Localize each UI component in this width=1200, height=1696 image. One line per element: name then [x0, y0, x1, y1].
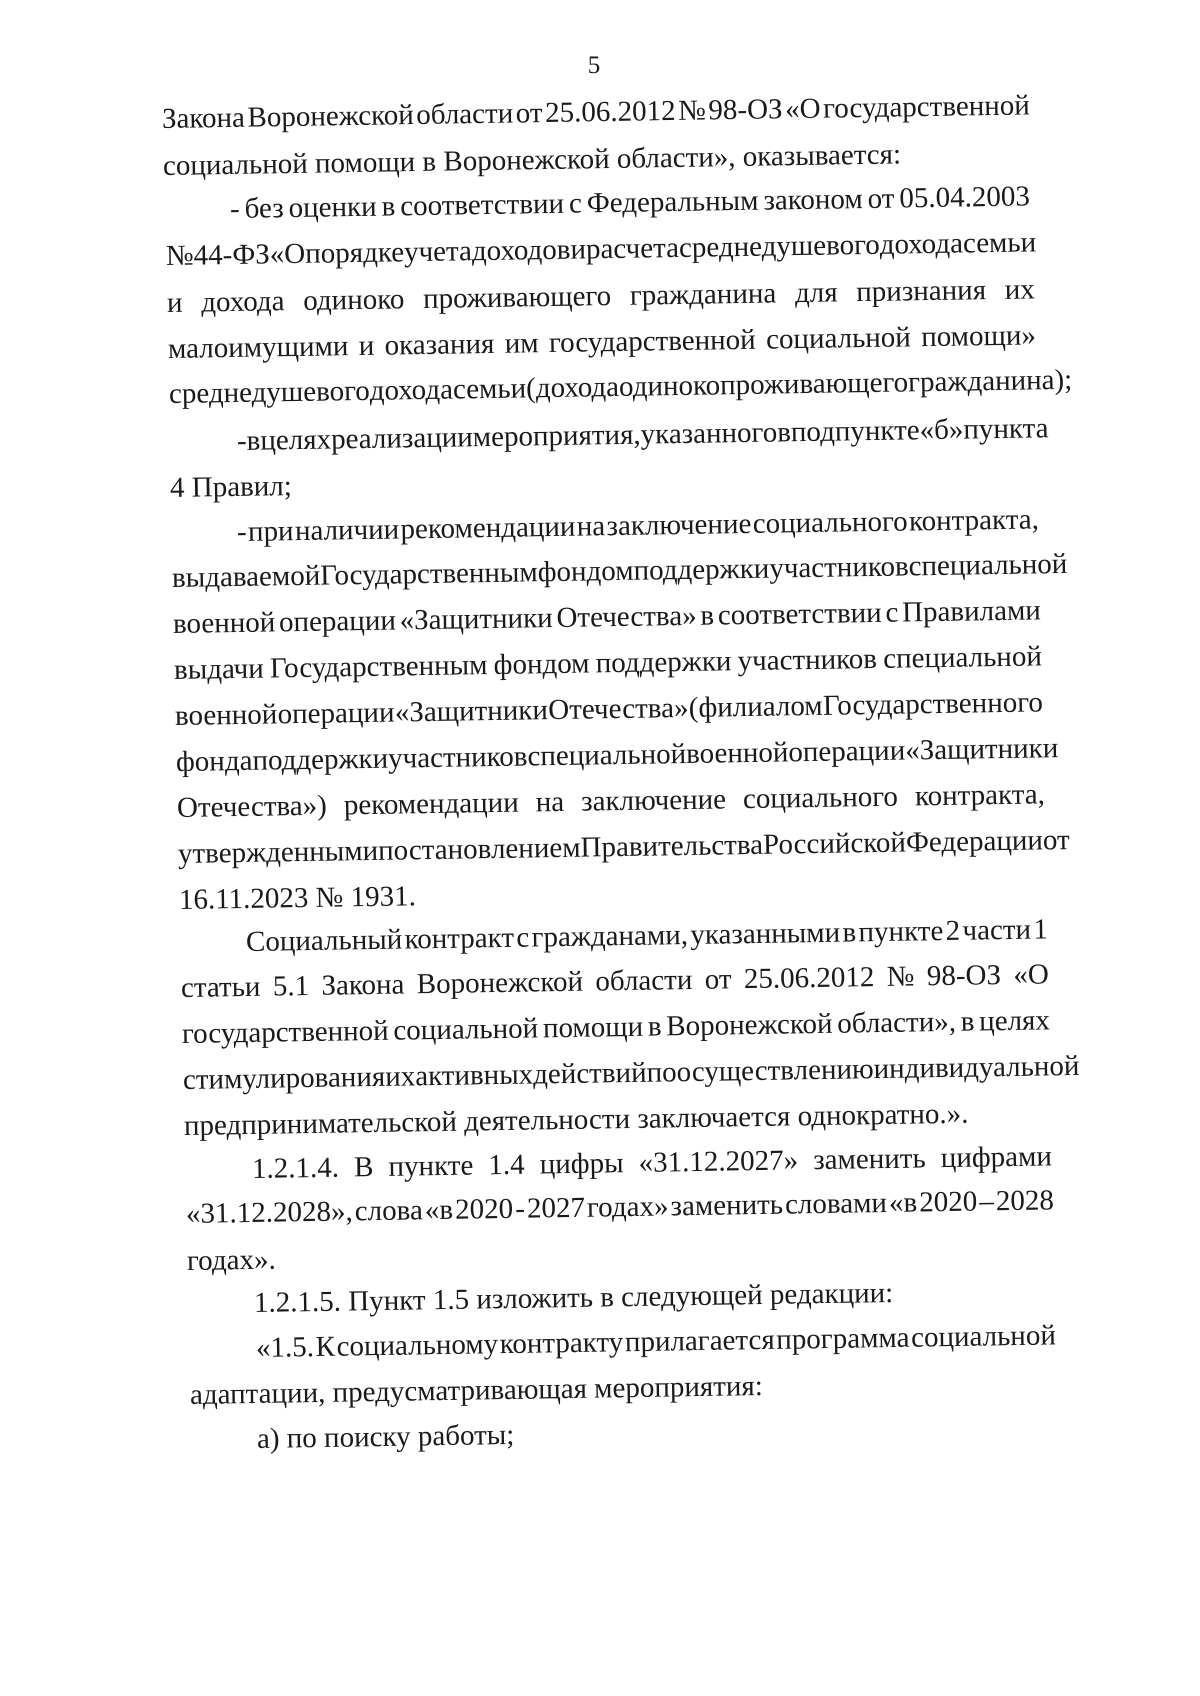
word: цифрами [940, 1140, 1053, 1175]
word: 98-ОЗ [926, 959, 1002, 993]
word: области [595, 963, 693, 998]
word: 5.1 [272, 969, 310, 1003]
word: одиноко [302, 283, 405, 317]
word: 2028 [995, 1184, 1055, 1218]
word: при [247, 515, 294, 548]
word: Воронежской [666, 1007, 833, 1043]
word: Федерации [905, 824, 1044, 859]
word: среднедушевого [678, 228, 880, 264]
word: Государственным [319, 556, 538, 592]
word: пункта [963, 412, 1049, 446]
word: расчета [585, 231, 680, 266]
word: 98-ОЗ [708, 93, 783, 127]
word: Правительства [580, 828, 764, 864]
word: области», [837, 1005, 957, 1040]
word: социальной [910, 1319, 1057, 1354]
word: 2020 [454, 1192, 514, 1226]
word: законом [763, 183, 863, 217]
word: Правилами [901, 594, 1042, 629]
word: соответствии [399, 187, 565, 223]
word: № [165, 239, 194, 272]
word: активных [414, 1058, 534, 1093]
word: в [700, 599, 715, 632]
word: социальной [765, 321, 912, 356]
word: области [416, 97, 514, 132]
word: семьи [962, 226, 1037, 260]
text-line [177, 822, 1070, 872]
word: помощи [542, 1010, 644, 1045]
word: – [979, 1185, 995, 1218]
word: в [381, 190, 396, 223]
word: социальному [336, 1328, 499, 1363]
word: (филиалом [688, 689, 823, 724]
word: целях [978, 1004, 1051, 1038]
word: государственной [181, 1014, 389, 1050]
word: с [568, 187, 583, 220]
text-line [186, 1182, 1054, 1232]
text-line [167, 271, 1035, 321]
word: оценки [288, 190, 377, 225]
word: доходов [471, 233, 571, 268]
word: рекомендации [343, 786, 519, 822]
word: стимулирования [182, 1060, 386, 1096]
word: малоимущими [167, 330, 349, 365]
word: на [576, 510, 606, 543]
word: Российской [762, 826, 907, 861]
word: операции [278, 604, 397, 639]
word: «в [424, 1193, 454, 1227]
word: контракт [404, 921, 515, 956]
word: Федеральным [586, 184, 759, 220]
text-line: 4 Правил; [169, 470, 293, 504]
word: заменить [812, 1142, 926, 1177]
word: «в [888, 1186, 918, 1219]
text-line [256, 1317, 1056, 1366]
text-line [173, 592, 1041, 642]
word: в [647, 1010, 662, 1043]
word: Государственного [822, 686, 1044, 722]
word: и [570, 233, 587, 266]
word: словами [784, 1186, 888, 1221]
text-line: адаптации, предусматривающая мероприятия: [189, 1370, 764, 1411]
text-line [230, 178, 1030, 227]
word: с [516, 921, 530, 954]
word: поддержки [595, 645, 732, 680]
word: операции [788, 734, 906, 769]
text-line [236, 410, 1049, 459]
word: оказания [384, 327, 495, 362]
word: «Защитники [394, 694, 549, 729]
word: социального [742, 780, 899, 816]
word: В [353, 1151, 374, 1184]
text-line [175, 684, 1043, 734]
word: Отечества» [556, 599, 697, 634]
word: заменить [670, 1188, 784, 1223]
word: выдаваемой [171, 559, 321, 594]
word: их [384, 1060, 416, 1093]
word: государственной [822, 89, 1031, 125]
word: учета [403, 235, 473, 269]
word: статьи [180, 970, 261, 1004]
word: заключение [580, 783, 727, 818]
text-line [252, 1138, 1052, 1187]
word: от [1042, 823, 1070, 857]
word: - [236, 424, 247, 457]
text-line: 16.11.2023 № 1931. [178, 880, 417, 916]
word: «О [784, 92, 821, 126]
word: Воронежской [416, 965, 584, 1001]
word: № [677, 94, 707, 127]
word: Отечества») [176, 789, 328, 824]
word: целях [260, 423, 332, 457]
word: слова [354, 1194, 424, 1228]
word: фондом [537, 554, 634, 589]
word: проживающего [719, 366, 909, 402]
word: без [244, 192, 284, 225]
text-line [168, 317, 1036, 367]
word: военной [174, 698, 278, 732]
word: 25.06.2012 [544, 94, 676, 129]
word: от [704, 963, 732, 996]
text-line [171, 546, 1068, 596]
word: поддержки [252, 742, 389, 777]
word: и [358, 329, 375, 363]
word: в [246, 424, 261, 457]
word: - [229, 192, 240, 225]
word: - [514, 1192, 526, 1225]
word: в [960, 1005, 975, 1038]
word: от [515, 97, 543, 130]
word: 1 [1033, 913, 1049, 946]
word: на [535, 785, 565, 819]
word: контракту [499, 1326, 624, 1361]
text-line [165, 224, 1037, 274]
page-number: 5 [587, 52, 601, 79]
word: № [886, 960, 915, 993]
text-line [177, 776, 1045, 826]
word: в [776, 416, 792, 449]
word: заключение [606, 507, 752, 543]
text-line [175, 730, 1059, 780]
word: проживающего [422, 280, 612, 315]
word: К [315, 1330, 336, 1364]
word: дохода [369, 373, 454, 407]
text-line [182, 1002, 1050, 1052]
word: с [885, 596, 899, 629]
word: 2027 [526, 1191, 586, 1225]
word: - [236, 515, 247, 548]
word: Социальный [245, 923, 403, 958]
word: указанными [690, 916, 841, 952]
word: 2020 [919, 1185, 978, 1219]
word: Воронежской [247, 99, 414, 134]
word: участников [387, 740, 528, 775]
word: «б» [919, 413, 964, 447]
word: и [166, 286, 183, 319]
word: контракта, [914, 778, 1046, 813]
word: военной [172, 606, 276, 640]
text-line: предпринимательской деятельности заключается однократно.». [183, 1097, 969, 1142]
word: Закона [321, 968, 405, 1002]
word: участников [769, 550, 909, 585]
word: утвержденными [177, 834, 379, 870]
word: помощи» [920, 319, 1037, 354]
word: поддержки [633, 552, 770, 587]
word: осуществлению [676, 1053, 874, 1089]
text-line: 1.2.1.5. Пункт 1.5 изложить в следующей редакции: [253, 1276, 894, 1319]
word: специальной [908, 547, 1068, 583]
word: 1.2.1.4. [251, 1151, 340, 1185]
word: «1.5. [255, 1331, 315, 1364]
word: военной [685, 736, 789, 770]
word: социального [752, 505, 908, 540]
word: им [504, 327, 539, 360]
word: признания [856, 274, 987, 309]
word: мероприятия, [472, 418, 641, 454]
word: цифры [539, 1147, 624, 1181]
text-line [168, 362, 1073, 412]
text-line [182, 1048, 1080, 1098]
word: дохода [879, 227, 964, 261]
word: 2 [945, 914, 961, 948]
word: социальной [393, 1012, 539, 1047]
word: Государственным [269, 649, 488, 685]
word: Закона [161, 101, 246, 135]
word: их [1004, 273, 1036, 306]
word: подпункте [790, 414, 920, 449]
word: части [962, 913, 1032, 947]
word: 1.4 [488, 1148, 525, 1182]
word: для [794, 276, 838, 310]
word: выдачи [173, 652, 264, 686]
text-line: а) по поиску работы; [256, 1418, 515, 1455]
word: «31.12.2027» [638, 1144, 799, 1179]
word: контракта, [908, 503, 1040, 538]
word: Отечества» [548, 691, 689, 727]
word: соответствии [717, 596, 882, 632]
word: «О [1013, 958, 1050, 991]
word: «Защитники [399, 602, 553, 637]
word: указанного [640, 416, 778, 451]
word: рекомендации [400, 510, 576, 546]
word: постановлением [377, 831, 581, 867]
word: 05.04.2003 [899, 180, 1031, 215]
word: программа [776, 1321, 910, 1356]
word: индивидуальной [873, 1049, 1080, 1086]
word: реализации [330, 421, 474, 456]
word: по [646, 1056, 677, 1089]
word: среднедушевого [168, 374, 370, 410]
word: от [867, 182, 895, 215]
word: в [842, 916, 857, 949]
word: пункте [858, 915, 944, 949]
word: 44-ФЗ [193, 238, 271, 272]
word: фонда [175, 744, 253, 778]
text-line: годах». [186, 1243, 276, 1277]
word: годах» [586, 1190, 669, 1224]
word: «31.12.2028», [185, 1195, 353, 1230]
word: наличии [294, 513, 400, 548]
text-line [181, 956, 1049, 1006]
word: фондом [493, 647, 590, 681]
word: гражданина); [907, 363, 1073, 399]
text-line [162, 87, 1030, 137]
word: гражданина [629, 277, 777, 312]
word: гражданами, [531, 919, 689, 954]
word: «О [269, 237, 306, 271]
word: операции [277, 696, 395, 731]
word: участников [737, 642, 878, 678]
word: действий [532, 1056, 647, 1091]
text-line [246, 911, 1048, 960]
word: одиноко [618, 369, 721, 403]
text-line [237, 501, 1039, 550]
word: пункте [388, 1149, 474, 1183]
word: прилагается [624, 1323, 775, 1359]
word: специальной [527, 737, 687, 773]
word: семьи [452, 372, 527, 406]
word: (дохода [525, 370, 620, 405]
word: порядке [304, 236, 405, 270]
word: специальной [882, 640, 1043, 675]
text-line [174, 638, 1042, 688]
word: дохода [201, 285, 285, 319]
word: 25.06.2012 [743, 961, 875, 996]
text-line: социальной помощи в Воронежской области», оказывается: [162, 138, 902, 182]
word: «Защитники [904, 732, 1059, 767]
word: государственной [548, 323, 756, 360]
